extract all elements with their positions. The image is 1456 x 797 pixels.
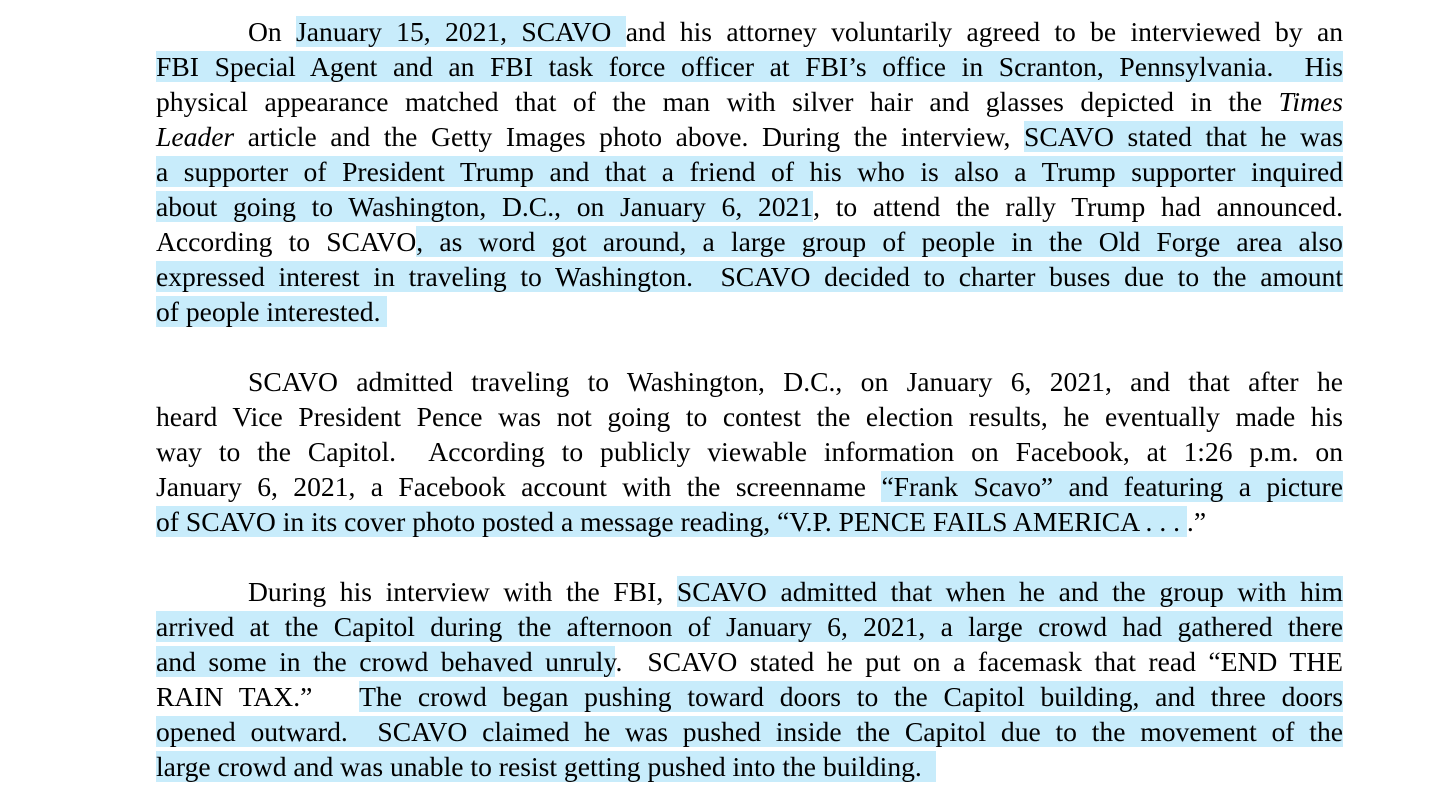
text-segment: . SCAVO stated he put on a facemask that read “END THE: [615, 646, 1344, 677]
highlighted-text: arrived at the Capitol during the afternoon of January 6, 2021, a large crowd had gathered there: [156, 611, 1343, 642]
text-line: [156, 189, 1343, 224]
text-segment: way to the Capitol. According to publicly viewable information on Facebook, at 1:26 p.m. on: [156, 436, 1343, 467]
highlighted-text: and some in the crowd behaved unruly: [156, 646, 616, 677]
text-line: [156, 574, 1343, 609]
text-segment: January 6, 2021, a Facebook account with the screenname: [156, 471, 882, 502]
text-line: [156, 504, 1343, 539]
highlighted-text: a supporter of President Trump and that a friend of his who is also a Trump supporter inquired: [156, 156, 1343, 187]
text-line: [156, 609, 1343, 644]
highlighted-text: “Frank Scavo” and featuring a picture: [881, 471, 1343, 502]
text-line: [156, 644, 1343, 679]
text-segment: , to attend the rally Trump had announced.: [813, 191, 1343, 222]
highlighted-text: FBI Special Agent and an FBI task force officer at FBI’s office in Scranton, Pennsylvania. His: [156, 51, 1343, 82]
text-line: [156, 49, 1343, 84]
highlighted-text: SCAVO admitted that when he and the group with him: [676, 576, 1343, 607]
text-segment: and his attorney voluntarily agreed to be interviewed by an: [625, 16, 1343, 47]
text-segment: heard Vice President Pence was not going to contest the election results, he eventually made his: [156, 401, 1343, 432]
highlighted-text: January 15, 2021, SCAVO: [296, 16, 626, 47]
text-line: [156, 364, 1343, 399]
text-segment: RAIN TAX.”: [156, 681, 360, 712]
text-line: [156, 399, 1343, 434]
text-segment: .”: [1186, 506, 1207, 537]
highlighted-text: large crowd and was unable to resist getting pushed into the building.: [156, 751, 936, 782]
highlighted-text: of people interested.: [156, 296, 388, 327]
highlighted-text: he was pushed inside the Capitol due to the movement of the: [584, 716, 1343, 747]
text-line: [156, 749, 1343, 784]
text-segment: SCAVO admitted traveling to Washington, D.C., on January 6, 2021, and that after he: [248, 366, 1343, 397]
text-line: [156, 84, 1343, 119]
text-segment: article and the Getty Images photo above. During the interview,: [234, 121, 1024, 152]
text-segment: During his interview with the FBI,: [248, 576, 677, 607]
text-line: [156, 14, 1343, 49]
text-line: [156, 154, 1343, 189]
text-line: [156, 224, 1343, 259]
highlighted-text: SCAVO stated that he was: [1023, 121, 1343, 152]
text-segment: According to SCAVO: [156, 226, 417, 257]
highlighted-text: opened outward. SCAVO claimed: [156, 716, 585, 747]
text-segment: On: [248, 16, 297, 47]
highlighted-text: , as word got around, a large group of people in the Old Forge area also: [416, 226, 1343, 257]
text-segment: physical appearance matched that of the man with silver hair and glasses depicted in the: [156, 86, 1279, 117]
text-line: [156, 679, 1343, 714]
highlighted-text: about going to Washington, D.C., on January 6, 2021: [156, 191, 814, 222]
text-line: [156, 294, 1343, 329]
text-segment: Leader: [156, 121, 235, 152]
text-line: [156, 259, 1343, 294]
text-line: [156, 434, 1343, 469]
text-line: [156, 469, 1343, 504]
text-line: [156, 119, 1343, 154]
highlighted-text: of SCAVO in its cover photo posted a message reading, “V.P. PENCE FAILS AMERICA . . .: [156, 506, 1187, 537]
highlighted-text: expressed interest in traveling to Washington. SCAVO decided to charter buses due to the amount: [156, 261, 1343, 292]
text-segment: Times: [1278, 86, 1343, 117]
highlighted-text: The crowd began pushing toward doors to the Capitol building, and three doors: [359, 681, 1343, 712]
text-line: [156, 714, 1343, 749]
